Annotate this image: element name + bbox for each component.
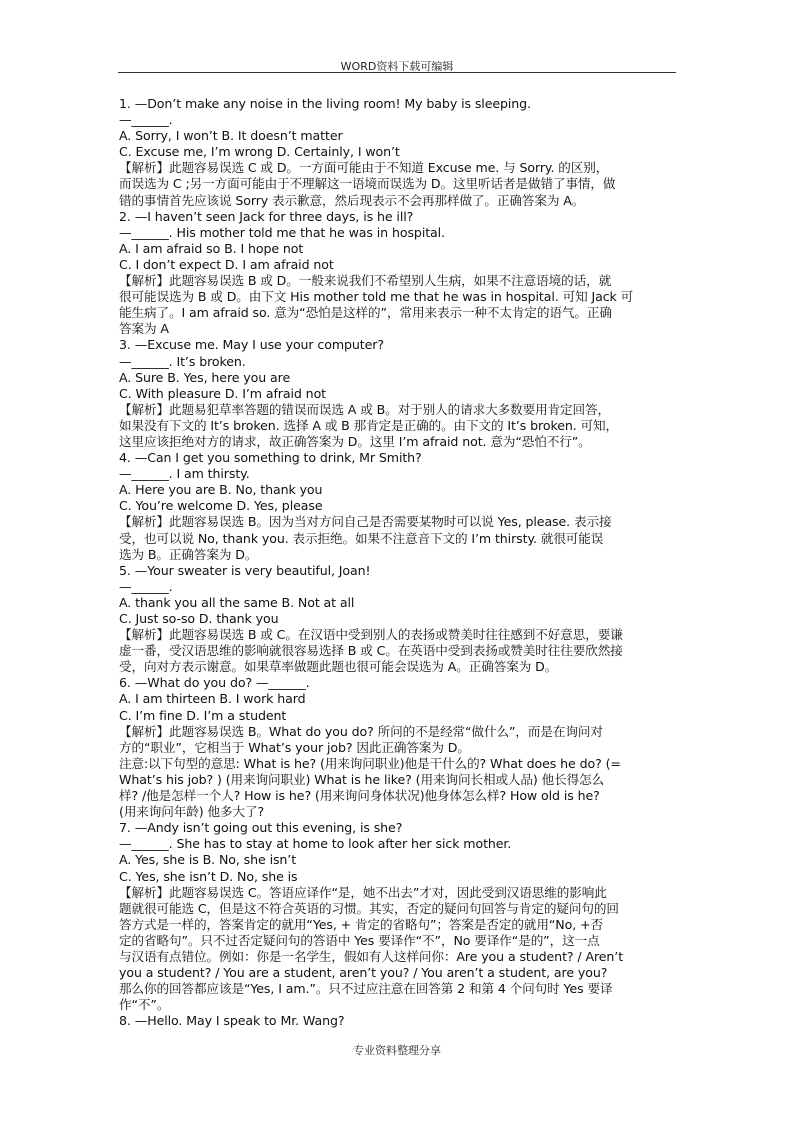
page-footer: 专业资料整理分享 bbox=[353, 1044, 441, 1057]
text-line: A. Yes, she is B. No, she isn’t bbox=[119, 852, 297, 868]
text-line: C. Just so-so D. thank you bbox=[119, 611, 279, 626]
text-line: C. I don’t expect D. I am afraid not bbox=[119, 256, 334, 272]
text-line: 5. —Your sweater is very beautiful, Joan! bbox=[119, 562, 371, 578]
text-line: What’s his job? ) (用来询问职业) What is he like? (用来询问长相或人品) 他长得怎么 bbox=[119, 771, 605, 787]
text-line: A. Sorry, I won’t B. It doesn’t matter bbox=[119, 128, 343, 144]
text-line: 定的省略句”。只不过否定疑问句的答语中 Yes 要译作“不”，No 要译作“是的”，这一点 bbox=[119, 932, 600, 948]
text-line: 4. —Can I get you something to drink, Mr Smith? bbox=[119, 450, 422, 466]
text-line: C. I’m fine D. I’m a student bbox=[119, 707, 287, 723]
text-line: 【解析】此题易犯草率答题的错误而误选 A 或 B。对于别人的请求大多数要用肯定回答， bbox=[119, 401, 611, 417]
text-line: 7. —Andy isn’t going out this evening, is she? bbox=[119, 820, 403, 836]
text-line: 答案为 A bbox=[119, 321, 169, 337]
text-line: 而误选为 C ;另一方面可能由于不理解这一语境而误选为 D。这里听话者是做错了事情，做 bbox=[119, 176, 616, 192]
text-line: A. Sure B. Yes, here you are bbox=[119, 369, 291, 385]
text-line: 受，向对方表示谢意。如果草率做题此题也很可能会误选为 A。正确答案为 D。 bbox=[119, 659, 558, 675]
document-body bbox=[119, 96, 687, 1046]
text-line: 【解析】此题容易误选 C 或 D。一方面可能由于不知道 Excuse me. 与 Sorry. 的区别， bbox=[119, 160, 609, 176]
text-line: 虚一番，受汉语思维的影响就很容易选择 B 或 C。在英语中受到表扬或赞美时往往要欣然接 bbox=[119, 643, 623, 659]
text-line: 1. —Don’t make any noise in the living room! My baby is sleeping. bbox=[119, 96, 531, 111]
text-line: 8. —Hello. May I speak to Mr. Wang? bbox=[119, 1013, 345, 1029]
text-line: —______. bbox=[119, 578, 173, 594]
text-line: 答方式是一样的，答案肯定的就用“Yes, + 肯定的省略句”；答案是否定的就用“No, +否 bbox=[119, 916, 603, 932]
text-line: A. thank you all the same B. Not at all bbox=[119, 594, 355, 610]
text-line: 【解析】此题容易误选 B 或 D。一般来说我们不希望别人生病，如果不注意语境的话，就 bbox=[119, 273, 612, 289]
text-line: 受，也可以说 No, thank you. 表示拒绝。如果不注意音下文的 I’m thirsty. 就很可能误 bbox=[119, 530, 604, 546]
text-line: 6. —What do you do? —______. bbox=[119, 675, 310, 691]
text-line: —______. She has to stay at home to look after her sick mother. bbox=[119, 836, 512, 852]
text-line: 【解析】此题容易误选 B 或 C。在汉语中受到别人的表扬或赞美时往往感到不好意思，要谦 bbox=[119, 627, 623, 643]
text-line: 方的“职业”，它相当于 What’s your job? 因此正确答案为 D。 bbox=[119, 739, 470, 755]
text-line: 【解析】此题容易误选 C。答语应译作“是，她不出去”才对，因此受到汉语思维的影响此 bbox=[119, 884, 607, 900]
text-line: 选为 B。正确答案为 D。 bbox=[119, 546, 258, 562]
text-line: 错的事情首先应该说 Sorry 表示歉意，然后现表示不会再那样做了。正确答案为 A。 bbox=[119, 192, 585, 208]
header-rule bbox=[118, 72, 676, 73]
text-line: C. Excuse me, I’m wrong D. Certainly, I won’t bbox=[119, 144, 400, 160]
text-line: 2. —I haven’t seen Jack for three days, is he ill? bbox=[119, 208, 414, 224]
text-line: C. You’re welcome D. Yes, please bbox=[119, 498, 323, 514]
text-line: you a student? / You are a student, aren’t you? / You aren’t a student, are you? bbox=[119, 965, 608, 981]
text-line: C. With pleasure D. I’m afraid not bbox=[119, 385, 327, 401]
text-line: 这里应该拒绝对方的请求，故正确答案为 D。这里 I’m afraid not. 意为“恐怕不行”。 bbox=[119, 433, 591, 449]
page-header: WORD资料下载可编辑 bbox=[340, 60, 454, 73]
text-line: 注意:以下句型的意思: What is he? (用来询问职业)他是干什么的? What does he do? (= bbox=[119, 755, 621, 771]
text-line: A. Here you are B. No, thank you bbox=[119, 482, 323, 498]
text-line: 能生病了。I am afraid so. 意为“恐怕是这样的”，常用来表示一种不太肯定的语气。正确 bbox=[119, 305, 612, 321]
text-line: 题就很可能选 C，但是这不符合英语的习惯。其实，否定的疑问句回答与肯定的疑问句的回 bbox=[119, 900, 619, 916]
text-line: —______. It’s broken. bbox=[119, 353, 246, 369]
text-line: 很可能误选为 B 或 D。由下文 His mother told me that he was in hospital. 可知 Jack 可 bbox=[119, 289, 634, 305]
text-line: (用来询问年龄) 他多大了? bbox=[119, 804, 265, 820]
text-line: 作“不”。 bbox=[119, 997, 170, 1013]
text-line: —______. I am thirsty. bbox=[119, 466, 250, 482]
text-line: A. I am thirteen B. I work hard bbox=[119, 691, 306, 707]
text-line: A. I am afraid so B. I hope not bbox=[119, 240, 304, 256]
text-line: 那么你的回答都应该是“Yes, I am.”。只不过应注意在回答第 2 和第 4 个问句时 Yes 要译 bbox=[119, 981, 613, 997]
text-line: 3. —Excuse me. May I use your computer? bbox=[119, 337, 384, 353]
text-line: C. Yes, she isn’t D. No, she is bbox=[119, 868, 298, 884]
text-line: 【解析】此题容易误选 B。因为当对方问自己是否需要某物时可以说 Yes, please. 表示接 bbox=[119, 514, 612, 530]
text-line: 样? /他是怎样一个人? How is he? (用来询问身体状况)他身体怎么样? How old is he? bbox=[119, 788, 600, 804]
text-line: —______. His mother told me that he was in hospital. bbox=[119, 224, 445, 240]
text-line: 【解析】此题容易误选 B。What do you do? 所问的不是经常“做什么”，而是在询问对 bbox=[119, 723, 603, 739]
text-line: 如果没有下文的 It’s broken. 选择 A 或 B 那肯定是正确的。由下文的 It’s broken. 可知， bbox=[119, 417, 619, 433]
text-line: —______. bbox=[119, 112, 173, 128]
text-line: 与汉语有点错位。例如：你是一名学生，假如有人这样问你：Are you a student? / Aren’t bbox=[119, 948, 624, 964]
